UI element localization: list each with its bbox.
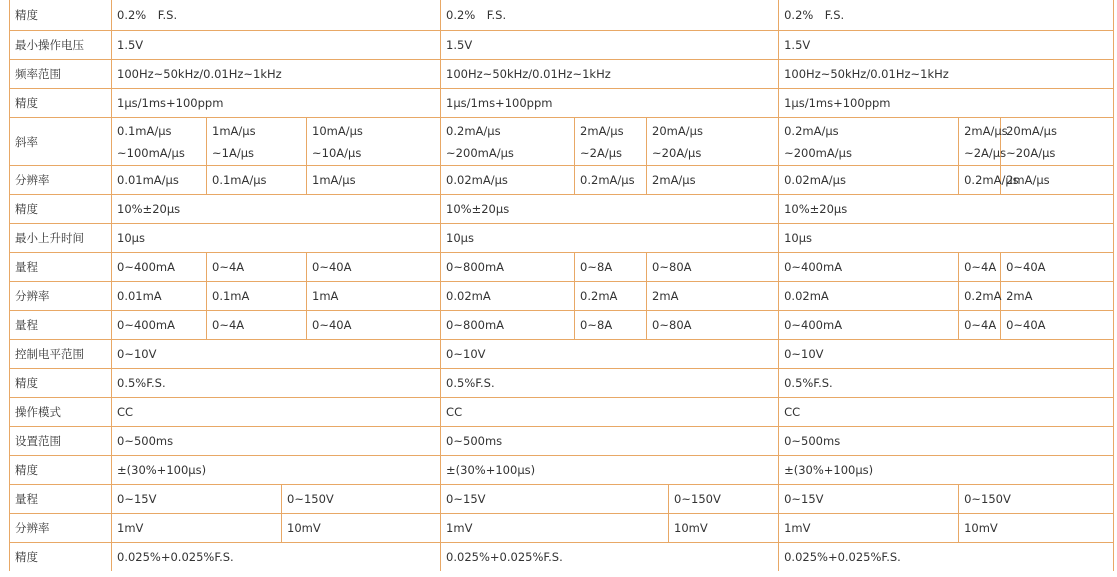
cell-line: 0.2mA/μs xyxy=(784,123,839,138)
table-row xyxy=(10,195,1114,224)
table-cell: 0~40A xyxy=(1001,253,1114,282)
table-row xyxy=(10,543,1114,572)
table-cell: 0.025%+0.025%F.S. xyxy=(779,543,1114,572)
table-cell: 0.5%F.S. xyxy=(441,369,779,398)
row-label: 量程 xyxy=(10,485,112,514)
cell-line: ~1A/μs xyxy=(212,145,255,160)
cell-line: ~20A/μs xyxy=(1006,145,1056,160)
table-cell: 0~40A xyxy=(307,253,441,282)
table-cell: 10%±20μs xyxy=(112,195,441,224)
table-cell: CC xyxy=(441,398,779,427)
table-cell: 0.02mA xyxy=(441,282,575,311)
table-cell: 0.02mA xyxy=(779,282,959,311)
table-row xyxy=(10,89,1114,118)
table-cell: 0.01mA/μs xyxy=(112,166,207,195)
table-cell: 2mA/μs xyxy=(647,166,779,195)
table-cell: 2mA xyxy=(1001,282,1114,311)
table-cell: 0~40A xyxy=(307,311,441,340)
table-cell: 0~8A xyxy=(575,253,647,282)
cell-line: 0.2mA/μs xyxy=(446,123,501,138)
table-cell xyxy=(575,118,647,166)
table-cell: 0~500ms xyxy=(441,427,779,456)
table-row xyxy=(10,224,1114,253)
row-label: 量程 xyxy=(10,311,112,340)
table-cell: 0.02mA/μs xyxy=(779,166,959,195)
table-row xyxy=(10,118,1114,166)
row-label: 精度 xyxy=(10,369,112,398)
table-cell: 0~400mA xyxy=(112,311,207,340)
table-cell xyxy=(779,118,959,166)
table-cell: 0.025%+0.025%F.S. xyxy=(112,543,441,572)
table-cell: 0~4A xyxy=(959,311,1001,340)
row-label: 操作模式 xyxy=(10,398,112,427)
cell-line: 20mA/μs xyxy=(1006,123,1057,138)
row-label: 精度 xyxy=(10,0,112,31)
cell-line: 2mA/μs xyxy=(964,123,1008,138)
table-row xyxy=(10,253,1114,282)
row-label: 分辨率 xyxy=(10,282,112,311)
table-cell: 0~15V xyxy=(779,485,959,514)
table-cell: 2mA xyxy=(647,282,779,311)
table-cell: 0.01mA xyxy=(112,282,207,311)
row-label: 设置范围 xyxy=(10,427,112,456)
table-cell: 1mA/μs xyxy=(307,166,441,195)
table-cell xyxy=(1001,118,1114,166)
cell-line: ~200mA/μs xyxy=(784,145,852,160)
table-cell: 0~500ms xyxy=(112,427,441,456)
table-cell: 0~150V xyxy=(282,485,441,514)
table-cell: 1.5V xyxy=(441,31,779,60)
table-row xyxy=(10,398,1114,427)
table-cell: CC xyxy=(779,398,1114,427)
table-row xyxy=(10,514,1114,543)
table-cell: 0~500ms xyxy=(779,427,1114,456)
table-cell: 100Hz~50kHz/0.01Hz~1kHz xyxy=(779,60,1114,89)
table-row xyxy=(10,60,1114,89)
table-cell: 1mV xyxy=(441,514,669,543)
table-row xyxy=(10,427,1114,456)
table-cell: 0.2mA xyxy=(575,282,647,311)
table-cell: 2mA/μs xyxy=(1001,166,1114,195)
table-cell: 1mA xyxy=(307,282,441,311)
table-cell: 0.5%F.S. xyxy=(112,369,441,398)
cell-line: ~20A/μs xyxy=(652,145,702,160)
row-label: 控制电平范围 xyxy=(10,340,112,369)
table-cell: 10μs xyxy=(441,224,779,253)
table-cell: 0~8A xyxy=(575,311,647,340)
table-row xyxy=(10,485,1114,514)
table-cell xyxy=(307,118,441,166)
table-cell: 0~40A xyxy=(1001,311,1114,340)
table-cell: 0~15V xyxy=(441,485,669,514)
table-cell: 0~4A xyxy=(959,253,1001,282)
row-label: 量程 xyxy=(10,253,112,282)
table-cell: 0.1mA xyxy=(207,282,307,311)
table-cell: 10mV xyxy=(669,514,779,543)
table-cell: 0~800mA xyxy=(441,253,575,282)
row-label: 频率范围 xyxy=(10,60,112,89)
table-cell xyxy=(112,118,207,166)
table-cell: 0~400mA xyxy=(112,253,207,282)
table-cell: 0~4A xyxy=(207,311,307,340)
table-cell: 10mV xyxy=(959,514,1114,543)
row-label: 最小操作电压 xyxy=(10,31,112,60)
table-cell: 1μs/1ms+100ppm xyxy=(441,89,779,118)
table-cell: 0.2mA/μs xyxy=(575,166,647,195)
table-cell: 1.5V xyxy=(779,31,1114,60)
row-label: 斜率 xyxy=(10,118,112,166)
row-label: 精度 xyxy=(10,89,112,118)
table-cell: 0~150V xyxy=(959,485,1114,514)
table-cell: ±(30%+100μs) xyxy=(779,456,1114,485)
table-cell: 0~4A xyxy=(207,253,307,282)
table-cell: ±(30%+100μs) xyxy=(112,456,441,485)
table-row xyxy=(10,282,1114,311)
table-cell: 10mV xyxy=(282,514,441,543)
cell-line: ~100mA/μs xyxy=(117,145,185,160)
table-row xyxy=(10,31,1114,60)
cell-line: 10mA/μs xyxy=(312,123,363,138)
row-label: 最小上升时间 xyxy=(10,224,112,253)
row-label: 分辨率 xyxy=(10,166,112,195)
row-label: 精度 xyxy=(10,543,112,572)
table-cell: 0.2mA/μs xyxy=(959,166,1001,195)
table-cell: 0~400mA xyxy=(779,311,959,340)
table-cell: 10μs xyxy=(112,224,441,253)
table-cell: 100Hz~50kHz/0.01Hz~1kHz xyxy=(112,60,441,89)
table-cell: 0~800mA xyxy=(441,311,575,340)
table-cell: 0.2% F.S. xyxy=(441,0,779,31)
cell-line: ~2A/μs xyxy=(580,145,623,160)
table-cell xyxy=(441,118,575,166)
table-cell: 0.2% F.S. xyxy=(112,0,441,31)
table-cell: 0~10V xyxy=(112,340,441,369)
table-cell: 10μs xyxy=(779,224,1114,253)
table-cell: 0~400mA xyxy=(779,253,959,282)
table-cell xyxy=(959,118,1008,166)
cell-line: 1mA/μs xyxy=(212,123,256,138)
row-label: 精度 xyxy=(10,195,112,224)
cell-line: ~200mA/μs xyxy=(446,145,514,160)
cell-line: ~2A/μs xyxy=(964,145,1007,160)
table-cell: 1.5V xyxy=(112,31,441,60)
table-cell: 0~10V xyxy=(441,340,779,369)
table-cell xyxy=(207,118,307,166)
table-cell: CC xyxy=(112,398,441,427)
table-row xyxy=(10,0,1114,31)
table-cell: 10%±20μs xyxy=(779,195,1114,224)
table-cell: 0.025%+0.025%F.S. xyxy=(441,543,779,572)
table-cell: 100Hz~50kHz/0.01Hz~1kHz xyxy=(441,60,779,89)
cell-line: 0.1mA/μs xyxy=(117,123,172,138)
table-row xyxy=(10,340,1114,369)
table-cell: 0.2mA xyxy=(959,282,1001,311)
table-cell: ±(30%+100μs) xyxy=(441,456,779,485)
cell-line: 2mA/μs xyxy=(580,123,624,138)
table-cell: 0~80A xyxy=(647,311,779,340)
table-cell: 10%±20μs xyxy=(441,195,779,224)
cell-line: ~10A/μs xyxy=(312,145,362,160)
table-cell: 1mV xyxy=(112,514,282,543)
cell-line: 20mA/μs xyxy=(652,123,703,138)
table-cell: 0.1mA/μs xyxy=(207,166,307,195)
table-cell: 1μs/1ms+100ppm xyxy=(779,89,1114,118)
row-label: 分辨率 xyxy=(10,514,112,543)
table-cell: 1mV xyxy=(779,514,959,543)
table-cell xyxy=(647,118,779,166)
table-cell: 0.2% F.S. xyxy=(779,0,1114,31)
table-cell: 0.02mA/μs xyxy=(441,166,575,195)
table-cell: 0~10V xyxy=(779,340,1114,369)
table-row xyxy=(10,369,1114,398)
spec-table xyxy=(9,0,1114,571)
table-cell: 0~80A xyxy=(647,253,779,282)
table-cell: 0~15V xyxy=(112,485,282,514)
table-row xyxy=(10,311,1114,340)
table-cell: 0~150V xyxy=(669,485,779,514)
table-cell: 1μs/1ms+100ppm xyxy=(112,89,441,118)
table-row xyxy=(10,456,1114,485)
table-row xyxy=(10,166,1114,195)
table-cell: 0.5%F.S. xyxy=(779,369,1114,398)
row-label: 精度 xyxy=(10,456,112,485)
